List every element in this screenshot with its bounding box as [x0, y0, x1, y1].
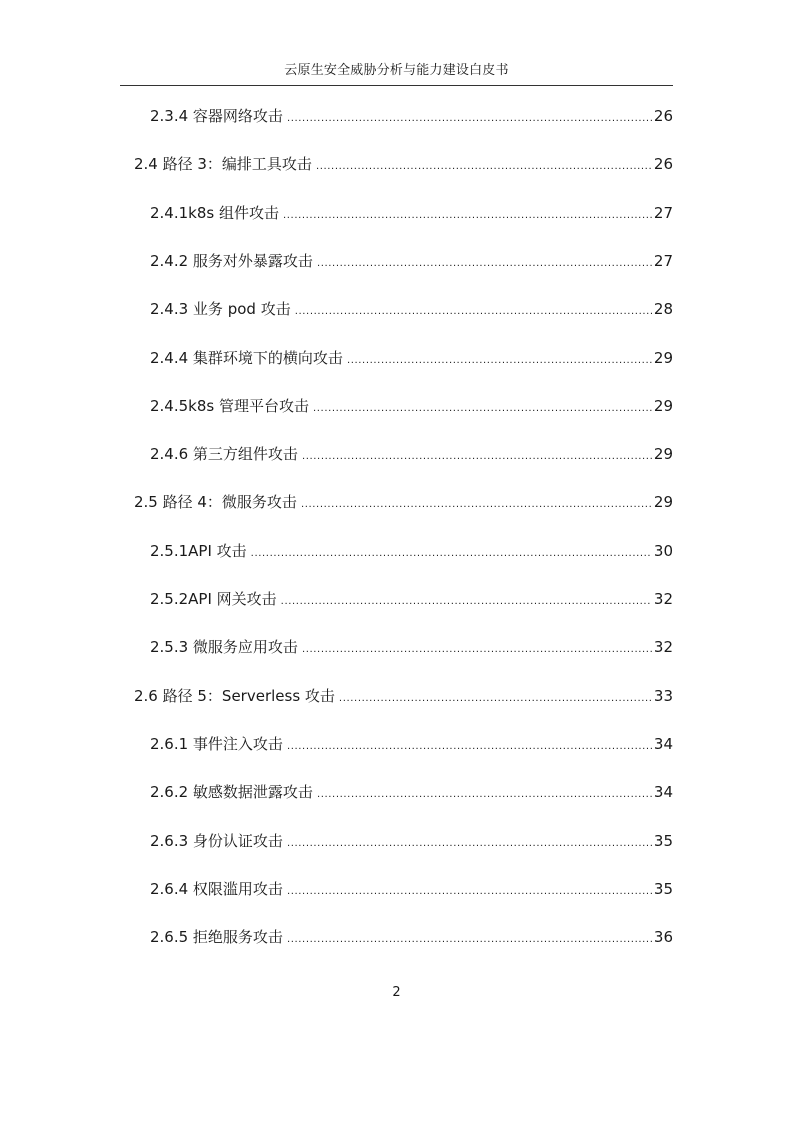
toc-entry[interactable]: [150, 587, 673, 611]
toc-dot-leader: [313, 397, 652, 421]
toc-entry[interactable]: [150, 780, 673, 804]
toc-entry[interactable]: [134, 490, 673, 514]
toc-dot-leader: [317, 252, 652, 276]
toc-entry-page: 28: [653, 300, 673, 319]
toc-entry-title: 2.4.4 集群环境下的横向攻击: [150, 348, 343, 367]
toc-entry-title: 2.4.2 服务对外暴露攻击: [150, 251, 313, 270]
toc-entry-title: 2.6.5 拒绝服务攻击: [150, 928, 283, 947]
toc-entry-title: 2.5.1API 攻击: [150, 541, 247, 560]
toc-entry[interactable]: [150, 829, 673, 853]
toc-entry-page: 33: [653, 686, 673, 705]
toc-entry-page: 27: [653, 251, 673, 270]
toc-entry[interactable]: [150, 249, 673, 273]
toc-entry-page: 35: [653, 831, 673, 850]
toc-entry[interactable]: [134, 684, 673, 708]
toc-entry-page: 27: [653, 203, 673, 222]
toc-entry-title: 2.5.2API 网关攻击: [150, 590, 277, 608]
toc-entry[interactable]: [150, 635, 673, 659]
toc-dot-leader: [316, 155, 652, 179]
toc-dot-leader: [302, 638, 652, 662]
toc-entry[interactable]: [134, 152, 673, 176]
toc-entry-page: 26: [653, 155, 673, 174]
toc-entry-page: 29: [653, 493, 673, 512]
toc-dot-leader: [287, 107, 652, 131]
toc-entry-page: 29: [653, 348, 673, 367]
toc-dot-leader: [317, 783, 652, 807]
toc-entry[interactable]: [150, 201, 673, 225]
toc-entry-title: 2.3.4 容器网络攻击: [150, 107, 283, 125]
toc-dot-leader: [287, 928, 652, 952]
toc-dot-leader: [251, 542, 652, 566]
toc-dot-leader: [287, 832, 652, 856]
toc-entry[interactable]: [150, 104, 673, 128]
toc-entry[interactable]: [150, 442, 673, 466]
toc-entry[interactable]: [150, 346, 673, 370]
toc-dot-leader: [283, 204, 652, 228]
toc-entry-title: 2.6.4 权限滥用攻击: [150, 879, 283, 898]
toc-entry-title: 2.6.3 身份认证攻击: [150, 831, 283, 850]
toc-entry-title: 2.6.1 事件注入攻击: [150, 734, 283, 753]
toc-dot-leader: [339, 687, 652, 711]
toc-dot-leader: [302, 445, 652, 469]
toc-entry-title: 2.5.3 微服务应用攻击: [150, 638, 298, 657]
toc-entry-page: 34: [653, 783, 673, 802]
toc-dot-leader: [281, 590, 652, 614]
toc-entry-title: 2.5 路径 4：微服务攻击: [134, 493, 297, 512]
toc-entry-page: 30: [653, 541, 673, 560]
toc-entry-page: 34: [653, 734, 673, 753]
toc-entry-page: 26: [653, 107, 673, 125]
toc-entry-page: 32: [653, 638, 673, 657]
toc-entry-page: 35: [653, 879, 673, 898]
page-number: 2: [392, 985, 401, 1000]
document-header-title: 云原生安全威胁分析与能力建设白皮书: [284, 63, 509, 78]
toc-entry-title: 2.6.2 敏感数据泄露攻击: [150, 783, 313, 802]
toc-entry-page: 36: [653, 928, 673, 947]
toc-entry-title: 2.4.1k8s 组件攻击: [150, 203, 279, 222]
toc-entry[interactable]: [150, 394, 673, 418]
toc-entry-title: 2.4.3 业务 pod 攻击: [150, 300, 291, 319]
toc-entry[interactable]: [150, 732, 673, 756]
toc-dot-leader: [287, 880, 652, 904]
toc-entry-page: 29: [653, 396, 673, 415]
toc-dot-leader: [347, 349, 652, 373]
toc-entry-title: 2.4.6 第三方组件攻击: [150, 445, 298, 464]
toc-dot-leader: [287, 735, 652, 759]
toc-entry-page: 29: [653, 445, 673, 464]
toc-entry-title: 2.4.5k8s 管理平台攻击: [150, 396, 309, 415]
toc-dot-leader: [301, 493, 652, 517]
toc-entry-page: 32: [653, 590, 673, 608]
toc-entry[interactable]: [150, 539, 673, 563]
toc-entry[interactable]: [150, 925, 673, 949]
toc-entry-title: 2.4 路径 3：编排工具攻击: [134, 155, 312, 174]
toc-entry-title: 2.6 路径 5：Serverless 攻击: [134, 686, 335, 705]
toc-entry[interactable]: [150, 297, 673, 321]
toc-entry[interactable]: [150, 877, 673, 901]
header-divider: [120, 85, 673, 86]
toc-dot-leader: [295, 300, 652, 324]
